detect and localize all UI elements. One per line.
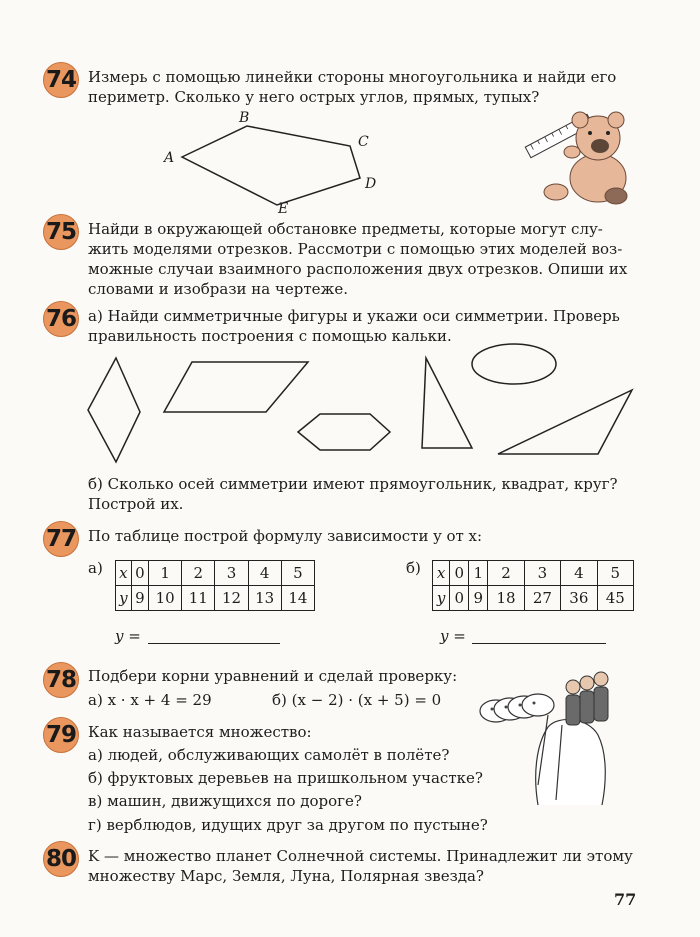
table-b-cell: 45 [597,586,633,611]
problem-78-eq-b: б) (x − 2) · (x + 5) = 0 [272,691,442,709]
problem-75-text-line4: словами и изобрази на чертеже. [88,280,349,298]
problem-76-badge: 76 [43,301,79,337]
table-b-row-x [433,561,634,586]
table-b-cell: 4 [561,561,597,586]
table-a-cell: 14 [281,586,314,611]
problem-75-text-line3: можные случаи взаимного расположения двух отрезков. Опиши их [88,260,628,278]
table-b-cell: 36 [561,586,597,611]
table-a-answer-prefix: y = [115,627,141,645]
table-a-cell: 4 [248,561,281,586]
problem-77-badge: 77 [43,521,79,557]
problem-76-b-line1: б) Сколько осей симметрии имеют прямоугольник, квадрат, круг? [88,475,618,493]
problem-80-badge: 80 [43,841,79,877]
vertex-e-label: E [278,201,289,217]
problem-79-b: б) фруктовых деревьев на пришкольном участке? [88,769,483,787]
problem-74-text-line1: Измерь с помощью линейки стороны многоугольника и найди его [88,68,617,86]
table-b-cell: 5 [597,561,633,586]
table-b-cell: 2 [488,561,524,586]
problem-76-a-line2: правильность построения с помощью кальки. [88,327,452,345]
vertex-a-label: A [164,150,175,166]
table-b-cell: 0 [450,586,469,611]
problem-79-a: а) людей, обслуживающих самолёт в полёте? [88,746,450,764]
problem-79-badge: 79 [43,717,79,753]
problem-75-text-line2: жить моделями отрезков. Рассмотри с помощью этих моделей воз- [88,240,623,258]
table-a-cell: 10 [149,586,182,611]
table-b-label: б) [406,559,421,577]
table-a-label: а) [88,559,103,577]
problem-79-text: Как называется множество: [88,723,312,741]
problem-76-a-line1: а) Найди симметричные фигуры и укажи оси симметрии. Проверь [88,307,620,325]
problem-78-badge: 78 [43,662,79,698]
problem-77-text: По таблице построй формулу зависимости y от x: [88,527,483,545]
page-number: 77 [614,890,637,909]
problem-80-line1: K — множество планет Солнечной системы. Принадлежит ли этому [88,847,633,865]
table-b-cell: 1 [469,561,488,586]
table-a-y-header: y [116,586,132,611]
problem-76-b-line2: Построй их. [88,495,184,513]
table-a-cell: 2 [182,561,215,586]
table-b-answer-prefix: y = [440,627,466,645]
problem-78-eq-a: а) x · x + 4 = 29 [88,691,212,709]
table-a-row-y [116,586,315,611]
vertex-b-label: B [239,110,250,126]
problem-79-d: г) верблюдов, идущих друг за другом по пустыне? [88,816,488,834]
table-a-cell: 11 [182,586,215,611]
table-b-row-y [433,586,634,611]
table-b-answer-line[interactable] [472,643,606,644]
vertex-c-label: C [358,134,369,150]
table-b-cell: 18 [488,586,524,611]
table-b-cell: 0 [450,561,469,586]
table-b-cell: 3 [524,561,560,586]
table-a-cell: 12 [215,586,248,611]
problem-74-text-line2: периметр. Сколько у него острых углов, прямых, тупых? [88,88,540,106]
table-b-y-header: y [433,586,450,611]
table-a-x-header: x [116,561,132,586]
polygon-figure [150,108,390,218]
camels-with-riders-illustration [478,665,638,815]
table-a-cell: 13 [248,586,281,611]
problem-74-badge: 74 [43,62,79,98]
table-b [432,560,634,611]
problem-78-text: Подбери корни уравнений и сделай проверку: [88,667,458,685]
table-b-x-header: x [433,561,450,586]
table-a-answer-line[interactable] [148,643,280,644]
table-a [115,560,315,611]
problem-75-text-line1: Найди в окружающей обстановке предметы, которые могут слу- [88,220,603,238]
table-a-cell: 3 [215,561,248,586]
symmetry-figures [80,340,640,470]
table-b-cell: 9 [469,586,488,611]
problem-80-line2: множеству Марс, Земля, Луна, Полярная звезда? [88,867,484,885]
table-a-cell: 5 [281,561,314,586]
problem-75-badge: 75 [43,214,79,250]
table-a-cell: 0 [131,561,148,586]
table-a-row-x [116,561,315,586]
table-a-cell: 9 [131,586,148,611]
problem-79-c: в) машин, движущихся по дороге? [88,792,362,810]
vertex-d-label: D [365,176,377,192]
table-a-cell: 1 [149,561,182,586]
table-b-cell: 27 [524,586,560,611]
teddy-bear-with-ruler-illustration [520,100,640,210]
